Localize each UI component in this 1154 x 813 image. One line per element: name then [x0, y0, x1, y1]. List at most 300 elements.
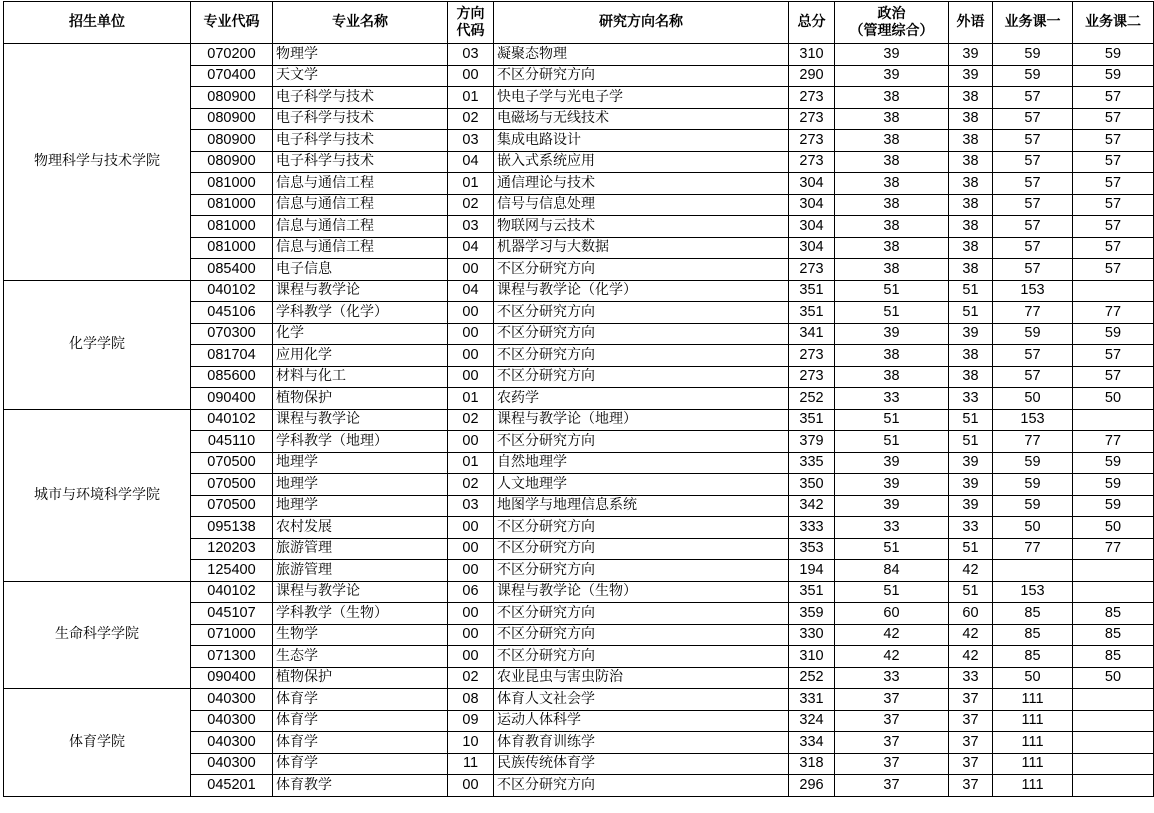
- subject-2-score-cell: 59: [1073, 474, 1154, 496]
- direction-name-cell: 运动人体科学: [494, 710, 789, 732]
- major-name-cell: 材料与化工: [273, 366, 448, 388]
- direction-name-cell: 不区分研究方向: [494, 538, 789, 560]
- subject-1-score-cell: 50: [993, 517, 1073, 539]
- total-score-cell: 350: [789, 474, 835, 496]
- subject-2-score-cell: [1073, 732, 1154, 754]
- foreign-language-score-cell: 37: [949, 689, 993, 711]
- politics-score-cell: 38: [835, 87, 949, 109]
- major-code-cell: 040300: [191, 689, 273, 711]
- direction-name-cell: 民族传统体育学: [494, 753, 789, 775]
- direction-code-cell: 00: [448, 65, 494, 87]
- total-score-cell: 273: [789, 87, 835, 109]
- total-score-cell: 252: [789, 388, 835, 410]
- politics-score-cell: 37: [835, 753, 949, 775]
- total-score-cell: 351: [789, 409, 835, 431]
- direction-name-cell: 电磁场与无线技术: [494, 108, 789, 130]
- subject-2-score-cell: [1073, 409, 1154, 431]
- direction-code-cell: 00: [448, 775, 494, 797]
- foreign-language-score-cell: 39: [949, 44, 993, 66]
- subject-2-score-cell: 57: [1073, 130, 1154, 152]
- subject-1-score-cell: 77: [993, 302, 1073, 324]
- major-name-cell: 植物保护: [273, 667, 448, 689]
- total-score-cell: 273: [789, 108, 835, 130]
- total-score-cell: 331: [789, 689, 835, 711]
- subject-2-score-cell: 57: [1073, 366, 1154, 388]
- header-politics-line2: （管理综合）: [849, 22, 934, 39]
- subject-2-score-cell: 59: [1073, 495, 1154, 517]
- direction-name-cell: 不区分研究方向: [494, 775, 789, 797]
- politics-score-cell: 42: [835, 646, 949, 668]
- major-name-cell: 电子科学与技术: [273, 130, 448, 152]
- direction-code-cell: 02: [448, 474, 494, 496]
- subject-1-score-cell: 50: [993, 388, 1073, 410]
- subject-1-score-cell: 57: [993, 194, 1073, 216]
- politics-score-cell: 42: [835, 624, 949, 646]
- direction-code-cell: 03: [448, 130, 494, 152]
- foreign-language-score-cell: 38: [949, 216, 993, 238]
- foreign-language-score-cell: 39: [949, 65, 993, 87]
- foreign-language-score-cell: 38: [949, 173, 993, 195]
- subject-1-score-cell: 57: [993, 216, 1073, 238]
- header-major-code: 专业代码: [191, 2, 273, 44]
- direction-name-cell: 不区分研究方向: [494, 65, 789, 87]
- major-name-cell: 天文学: [273, 65, 448, 87]
- major-code-cell: 045107: [191, 603, 273, 625]
- major-name-cell: 生物学: [273, 624, 448, 646]
- major-name-cell: 课程与教学论: [273, 409, 448, 431]
- total-score-cell: 342: [789, 495, 835, 517]
- direction-name-cell: 不区分研究方向: [494, 603, 789, 625]
- total-score-cell: 252: [789, 667, 835, 689]
- major-code-cell: 085400: [191, 259, 273, 281]
- direction-name-cell: 不区分研究方向: [494, 259, 789, 281]
- subject-2-score-cell: 57: [1073, 87, 1154, 109]
- subject-2-score-cell: 57: [1073, 237, 1154, 259]
- major-code-cell: 085600: [191, 366, 273, 388]
- header-direction-name: 研究方向名称: [494, 2, 789, 44]
- politics-score-cell: 38: [835, 151, 949, 173]
- total-score-cell: 351: [789, 302, 835, 324]
- direction-code-cell: 01: [448, 388, 494, 410]
- total-score-cell: 310: [789, 44, 835, 66]
- major-name-cell: 电子信息: [273, 259, 448, 281]
- subject-1-score-cell: 111: [993, 753, 1073, 775]
- politics-score-cell: 51: [835, 280, 949, 302]
- foreign-language-score-cell: 33: [949, 667, 993, 689]
- major-code-cell: 081704: [191, 345, 273, 367]
- major-code-cell: 070200: [191, 44, 273, 66]
- major-name-cell: 物理学: [273, 44, 448, 66]
- foreign-language-score-cell: 51: [949, 302, 993, 324]
- major-code-cell: 070500: [191, 474, 273, 496]
- direction-code-cell: 10: [448, 732, 494, 754]
- table-row: [4, 689, 1154, 711]
- table-header-row: [4, 2, 1154, 44]
- header-unit: 招生单位: [4, 2, 191, 44]
- politics-score-cell: 51: [835, 302, 949, 324]
- total-score-cell: 304: [789, 173, 835, 195]
- subject-1-score-cell: 59: [993, 323, 1073, 345]
- subject-1-score-cell: 57: [993, 259, 1073, 281]
- politics-score-cell: 39: [835, 44, 949, 66]
- direction-name-cell: 不区分研究方向: [494, 431, 789, 453]
- foreign-language-score-cell: 38: [949, 108, 993, 130]
- direction-name-cell: 不区分研究方向: [494, 323, 789, 345]
- total-score-cell: 335: [789, 452, 835, 474]
- politics-score-cell: 38: [835, 130, 949, 152]
- major-name-cell: 生态学: [273, 646, 448, 668]
- unit-name-cell: 城市与环境科学学院: [4, 409, 191, 581]
- politics-score-cell: 38: [835, 259, 949, 281]
- major-code-cell: 070500: [191, 452, 273, 474]
- foreign-language-score-cell: 60: [949, 603, 993, 625]
- major-code-cell: 040300: [191, 753, 273, 775]
- total-score-cell: 273: [789, 259, 835, 281]
- subject-1-score-cell: 59: [993, 65, 1073, 87]
- major-name-cell: 信息与通信工程: [273, 194, 448, 216]
- major-name-cell: 地理学: [273, 474, 448, 496]
- foreign-language-score-cell: 51: [949, 409, 993, 431]
- major-name-cell: 电子科学与技术: [273, 108, 448, 130]
- header-foreign-language: 外语: [949, 2, 993, 44]
- direction-name-cell: 课程与教学论（地理）: [494, 409, 789, 431]
- total-score-cell: 273: [789, 366, 835, 388]
- subject-2-score-cell: [1073, 689, 1154, 711]
- total-score-cell: 273: [789, 151, 835, 173]
- direction-name-cell: 课程与教学论（化学）: [494, 280, 789, 302]
- subject-1-score-cell: 85: [993, 603, 1073, 625]
- unit-name-cell: 物理科学与技术学院: [4, 44, 191, 281]
- major-name-cell: 信息与通信工程: [273, 173, 448, 195]
- direction-code-cell: 00: [448, 259, 494, 281]
- subject-1-score-cell: 85: [993, 624, 1073, 646]
- total-score-cell: 310: [789, 646, 835, 668]
- subject-2-score-cell: 85: [1073, 624, 1154, 646]
- direction-name-cell: 农业昆虫与害虫防治: [494, 667, 789, 689]
- subject-1-score-cell: 153: [993, 581, 1073, 603]
- direction-code-cell: 03: [448, 44, 494, 66]
- subject-1-score-cell: 57: [993, 130, 1073, 152]
- subject-2-score-cell: 57: [1073, 108, 1154, 130]
- foreign-language-score-cell: 51: [949, 280, 993, 302]
- politics-score-cell: 39: [835, 452, 949, 474]
- direction-name-cell: 物联网与云技术: [494, 216, 789, 238]
- major-code-cell: 071000: [191, 624, 273, 646]
- table-row: [4, 581, 1154, 603]
- total-score-cell: 379: [789, 431, 835, 453]
- subject-2-score-cell: 77: [1073, 431, 1154, 453]
- subject-1-score-cell: 59: [993, 495, 1073, 517]
- major-code-cell: 081000: [191, 194, 273, 216]
- total-score-cell: 351: [789, 581, 835, 603]
- direction-code-cell: 04: [448, 151, 494, 173]
- total-score-cell: 324: [789, 710, 835, 732]
- subject-2-score-cell: [1073, 581, 1154, 603]
- direction-code-cell: 00: [448, 624, 494, 646]
- total-score-cell: 341: [789, 323, 835, 345]
- politics-score-cell: 37: [835, 710, 949, 732]
- major-code-cell: 045201: [191, 775, 273, 797]
- major-name-cell: 体育学: [273, 732, 448, 754]
- foreign-language-score-cell: 37: [949, 710, 993, 732]
- table-row: [4, 409, 1154, 431]
- foreign-language-score-cell: 39: [949, 323, 993, 345]
- major-name-cell: 电子科学与技术: [273, 87, 448, 109]
- header-major-name: 专业名称: [273, 2, 448, 44]
- subject-2-score-cell: 57: [1073, 173, 1154, 195]
- foreign-language-score-cell: 38: [949, 259, 993, 281]
- subject-2-score-cell: [1073, 775, 1154, 797]
- direction-name-cell: 信号与信息处理: [494, 194, 789, 216]
- major-code-cell: 045106: [191, 302, 273, 324]
- major-code-cell: 040300: [191, 732, 273, 754]
- direction-code-cell: 02: [448, 409, 494, 431]
- subject-2-score-cell: 50: [1073, 667, 1154, 689]
- header-subject-1: 业务课一: [993, 2, 1073, 44]
- major-code-cell: 070300: [191, 323, 273, 345]
- major-name-cell: 应用化学: [273, 345, 448, 367]
- subject-1-score-cell: 85: [993, 646, 1073, 668]
- direction-code-cell: 02: [448, 667, 494, 689]
- politics-score-cell: 39: [835, 323, 949, 345]
- major-name-cell: 学科教学（化学）: [273, 302, 448, 324]
- direction-name-cell: 嵌入式系统应用: [494, 151, 789, 173]
- header-direction-code-line1: 方向: [456, 5, 485, 22]
- major-name-cell: 课程与教学论: [273, 581, 448, 603]
- direction-code-cell: 00: [448, 431, 494, 453]
- subject-1-score-cell: 153: [993, 280, 1073, 302]
- politics-score-cell: 51: [835, 431, 949, 453]
- table-body: [4, 44, 1154, 797]
- politics-score-cell: 84: [835, 560, 949, 582]
- header-subject-2: 业务课二: [1073, 2, 1154, 44]
- major-code-cell: 071300: [191, 646, 273, 668]
- direction-code-cell: 03: [448, 495, 494, 517]
- direction-name-cell: 不区分研究方向: [494, 560, 789, 582]
- subject-2-score-cell: 50: [1073, 388, 1154, 410]
- direction-code-cell: 04: [448, 280, 494, 302]
- foreign-language-score-cell: 38: [949, 151, 993, 173]
- direction-code-cell: 00: [448, 302, 494, 324]
- major-name-cell: 地理学: [273, 495, 448, 517]
- major-code-cell: 080900: [191, 87, 273, 109]
- direction-name-cell: 集成电路设计: [494, 130, 789, 152]
- subject-1-score-cell: 111: [993, 710, 1073, 732]
- major-code-cell: 095138: [191, 517, 273, 539]
- major-name-cell: 体育学: [273, 689, 448, 711]
- major-code-cell: 040102: [191, 280, 273, 302]
- major-name-cell: 学科教学（地理）: [273, 431, 448, 453]
- direction-name-cell: 不区分研究方向: [494, 345, 789, 367]
- subject-2-score-cell: 57: [1073, 151, 1154, 173]
- foreign-language-score-cell: 38: [949, 194, 993, 216]
- politics-score-cell: 39: [835, 474, 949, 496]
- total-score-cell: 304: [789, 216, 835, 238]
- direction-name-cell: 体育人文社会学: [494, 689, 789, 711]
- total-score-cell: 273: [789, 130, 835, 152]
- major-code-cell: 045110: [191, 431, 273, 453]
- subject-2-score-cell: 57: [1073, 345, 1154, 367]
- direction-name-cell: 不区分研究方向: [494, 624, 789, 646]
- direction-name-cell: 凝聚态物理: [494, 44, 789, 66]
- politics-score-cell: 60: [835, 603, 949, 625]
- subject-1-score-cell: 57: [993, 151, 1073, 173]
- direction-code-cell: 04: [448, 237, 494, 259]
- direction-code-cell: 03: [448, 216, 494, 238]
- major-code-cell: 081000: [191, 216, 273, 238]
- total-score-cell: 353: [789, 538, 835, 560]
- politics-score-cell: 37: [835, 732, 949, 754]
- subject-1-score-cell: 77: [993, 538, 1073, 560]
- direction-name-cell: 体育教育训练学: [494, 732, 789, 754]
- major-code-cell: 070500: [191, 495, 273, 517]
- major-name-cell: 体育学: [273, 753, 448, 775]
- direction-code-cell: 00: [448, 345, 494, 367]
- subject-2-score-cell: 59: [1073, 44, 1154, 66]
- subject-2-score-cell: 77: [1073, 302, 1154, 324]
- total-score-cell: 318: [789, 753, 835, 775]
- foreign-language-score-cell: 42: [949, 560, 993, 582]
- score-table: [3, 1, 1154, 797]
- subject-1-score-cell: 111: [993, 689, 1073, 711]
- major-name-cell: 地理学: [273, 452, 448, 474]
- subject-2-score-cell: [1073, 280, 1154, 302]
- foreign-language-score-cell: 39: [949, 495, 993, 517]
- direction-code-cell: 00: [448, 323, 494, 345]
- subject-2-score-cell: [1073, 753, 1154, 775]
- direction-code-cell: 06: [448, 581, 494, 603]
- total-score-cell: 296: [789, 775, 835, 797]
- header-politics: [835, 2, 949, 44]
- major-code-cell: 090400: [191, 667, 273, 689]
- foreign-language-score-cell: 38: [949, 87, 993, 109]
- direction-code-cell: 00: [448, 603, 494, 625]
- subject-1-score-cell: [993, 560, 1073, 582]
- direction-code-cell: 00: [448, 517, 494, 539]
- subject-2-score-cell: 57: [1073, 216, 1154, 238]
- politics-score-cell: 51: [835, 409, 949, 431]
- foreign-language-score-cell: 51: [949, 431, 993, 453]
- header-direction-code: [448, 2, 494, 44]
- direction-name-cell: 课程与教学论（生物）: [494, 581, 789, 603]
- foreign-language-score-cell: 38: [949, 237, 993, 259]
- major-name-cell: 体育学: [273, 710, 448, 732]
- total-score-cell: 290: [789, 65, 835, 87]
- subject-1-score-cell: 50: [993, 667, 1073, 689]
- header-politics-line1: 政治: [877, 5, 906, 22]
- subject-2-score-cell: 50: [1073, 517, 1154, 539]
- total-score-cell: 304: [789, 237, 835, 259]
- major-name-cell: 学科教学（生物）: [273, 603, 448, 625]
- direction-code-cell: 09: [448, 710, 494, 732]
- major-name-cell: 课程与教学论: [273, 280, 448, 302]
- total-score-cell: 333: [789, 517, 835, 539]
- politics-score-cell: 33: [835, 388, 949, 410]
- table-row: [4, 44, 1154, 66]
- direction-name-cell: 地图学与地理信息系统: [494, 495, 789, 517]
- total-score-cell: 330: [789, 624, 835, 646]
- major-code-cell: 090400: [191, 388, 273, 410]
- direction-name-cell: 机器学习与大数据: [494, 237, 789, 259]
- total-score-cell: 194: [789, 560, 835, 582]
- subject-2-score-cell: 85: [1073, 646, 1154, 668]
- direction-code-cell: 11: [448, 753, 494, 775]
- politics-score-cell: 51: [835, 538, 949, 560]
- subject-1-score-cell: 77: [993, 431, 1073, 453]
- direction-code-cell: 02: [448, 194, 494, 216]
- foreign-language-score-cell: 37: [949, 753, 993, 775]
- subject-2-score-cell: 85: [1073, 603, 1154, 625]
- total-score-cell: 304: [789, 194, 835, 216]
- direction-code-cell: 00: [448, 646, 494, 668]
- foreign-language-score-cell: 38: [949, 130, 993, 152]
- total-score-cell: 334: [789, 732, 835, 754]
- direction-name-cell: 快电子学与光电子学: [494, 87, 789, 109]
- politics-score-cell: 38: [835, 108, 949, 130]
- major-code-cell: 120203: [191, 538, 273, 560]
- major-name-cell: 信息与通信工程: [273, 237, 448, 259]
- foreign-language-score-cell: 37: [949, 732, 993, 754]
- subject-1-score-cell: 153: [993, 409, 1073, 431]
- subject-2-score-cell: 77: [1073, 538, 1154, 560]
- foreign-language-score-cell: 42: [949, 624, 993, 646]
- subject-2-score-cell: 59: [1073, 323, 1154, 345]
- foreign-language-score-cell: 51: [949, 538, 993, 560]
- subject-1-score-cell: 57: [993, 366, 1073, 388]
- politics-score-cell: 33: [835, 667, 949, 689]
- foreign-language-score-cell: 51: [949, 581, 993, 603]
- politics-score-cell: 51: [835, 581, 949, 603]
- foreign-language-score-cell: 37: [949, 775, 993, 797]
- header-direction-code-line2: 代码: [456, 22, 485, 39]
- major-code-cell: 080900: [191, 130, 273, 152]
- major-name-cell: 旅游管理: [273, 538, 448, 560]
- major-name-cell: 电子科学与技术: [273, 151, 448, 173]
- direction-name-cell: 农药学: [494, 388, 789, 410]
- direction-code-cell: 01: [448, 87, 494, 109]
- subject-2-score-cell: 59: [1073, 452, 1154, 474]
- foreign-language-score-cell: 39: [949, 452, 993, 474]
- total-score-cell: 351: [789, 280, 835, 302]
- subject-1-score-cell: 57: [993, 87, 1073, 109]
- major-name-cell: 旅游管理: [273, 560, 448, 582]
- politics-score-cell: 37: [835, 775, 949, 797]
- subject-2-score-cell: 57: [1073, 259, 1154, 281]
- unit-name-cell: 化学学院: [4, 280, 191, 409]
- direction-code-cell: 08: [448, 689, 494, 711]
- politics-score-cell: 38: [835, 194, 949, 216]
- politics-score-cell: 37: [835, 689, 949, 711]
- total-score-cell: 359: [789, 603, 835, 625]
- politics-score-cell: 33: [835, 517, 949, 539]
- major-code-cell: 080900: [191, 151, 273, 173]
- major-code-cell: 081000: [191, 173, 273, 195]
- direction-name-cell: 不区分研究方向: [494, 646, 789, 668]
- subject-1-score-cell: 59: [993, 44, 1073, 66]
- politics-score-cell: 38: [835, 345, 949, 367]
- politics-score-cell: 38: [835, 366, 949, 388]
- subject-2-score-cell: 57: [1073, 194, 1154, 216]
- subject-1-score-cell: 57: [993, 237, 1073, 259]
- foreign-language-score-cell: 33: [949, 517, 993, 539]
- subject-1-score-cell: 111: [993, 732, 1073, 754]
- foreign-language-score-cell: 33: [949, 388, 993, 410]
- major-name-cell: 农村发展: [273, 517, 448, 539]
- politics-score-cell: 39: [835, 495, 949, 517]
- subject-1-score-cell: 57: [993, 345, 1073, 367]
- major-name-cell: 化学: [273, 323, 448, 345]
- major-code-cell: 081000: [191, 237, 273, 259]
